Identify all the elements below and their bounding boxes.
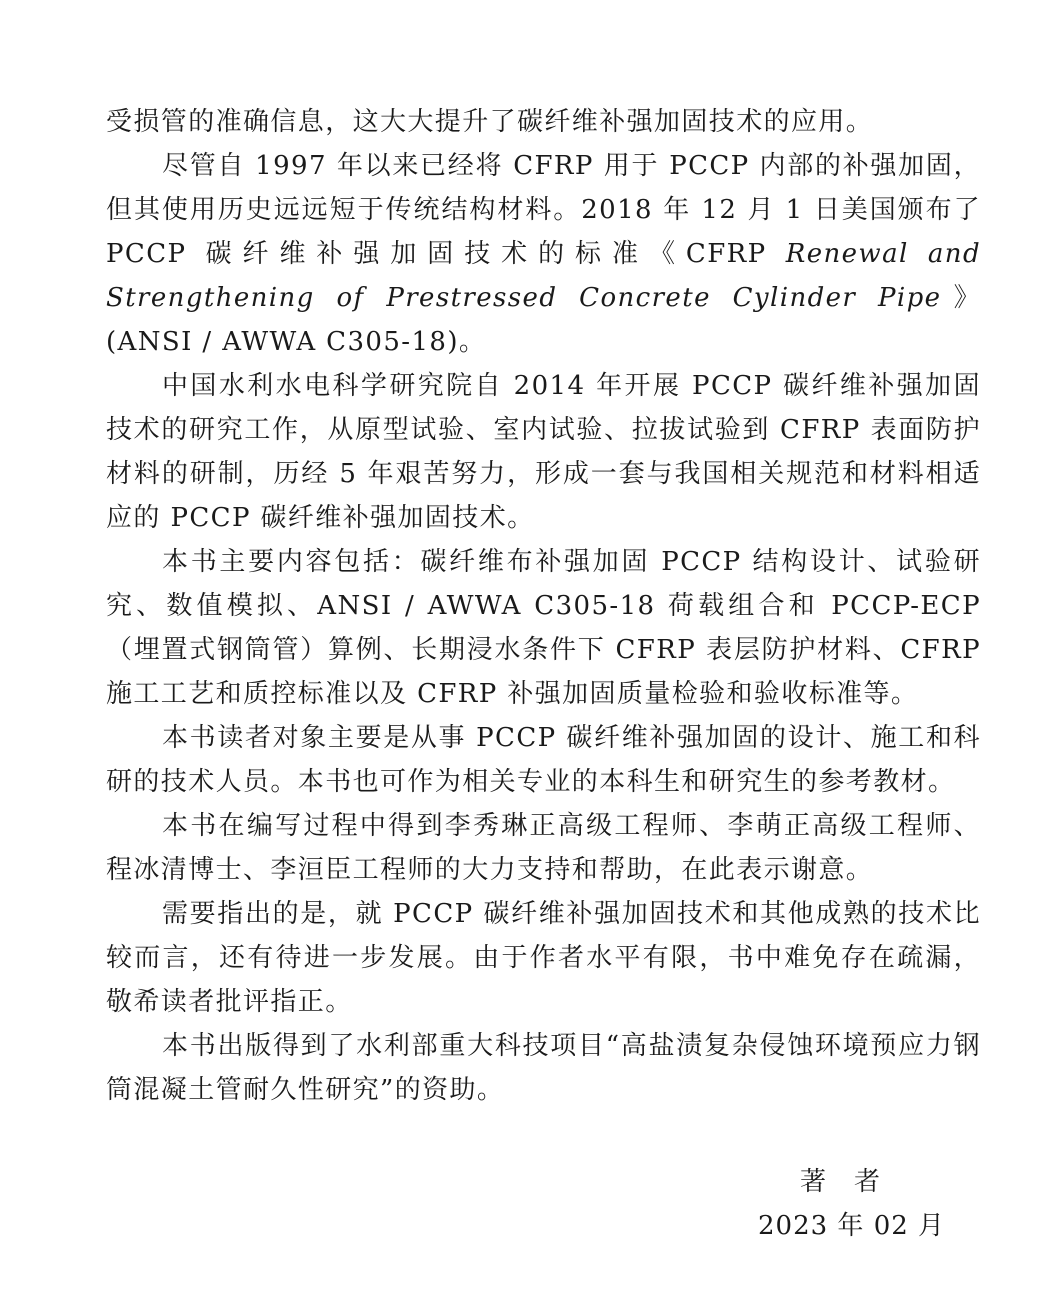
signature-author: 著者	[800, 1167, 909, 1197]
signature-date: 2023 年 02 月	[758, 1211, 946, 1241]
paragraph-continuation: 受损管的准确信息，这大大提升了碳纤维补强加固技术的应用。	[106, 107, 874, 137]
paragraph-cfrp-history-tail: 》(ANSI / AWWA C305-18)。	[106, 283, 982, 357]
paragraph-funding: 本书出版得到了水利部重大科技项目“高盐渍复杂侵蚀环境预应力钢筒混凝土管耐久性研究”的资助。	[106, 1031, 981, 1105]
paragraph-acknowledgement: 本书在编写过程中得到李秀琳正高级工程师、李萌正高级工程师、程冰清博士、李洹臣工程师的大力支持和帮助，在此表示谢意。	[106, 811, 981, 885]
document-body	[106, 100, 981, 1112]
paragraph-limitations: 需要指出的是，就 PCCP 碳纤维补强加固技术和其他成熟的技术比较而言，还有待进一步发展。由于作者水平有限，书中难免存在疏漏，敬希读者批评指正。	[106, 899, 981, 1017]
paragraph-cfrp-history	[106, 144, 981, 364]
paragraph-research-institute: 中国水利水电科学研究院自 2014 年开展 PCCP 碳纤维补强加固技术的研究工作，从原型试验、室内试验、拉拔试验到 CFRP 表面防护材料的研制，历经 5 年艰苦努力，形成一套与我国相关规范和材料相适应的 PCCP 碳纤维补强加固技术。	[106, 371, 981, 533]
paragraph-book-contents: 本书主要内容包括：碳纤维布补强加固 PCCP 结构设计、试验研究、数值模拟、ANSI / AWWA C305-18 荷载组合和 PCCP-ECP（埋置式钢筒管）算例、长期浸水条件下 CFRP 表层防护材料、CFRP 施工工艺和质控标准以及 CFRP 补强加固质量检验和验收标准等。	[106, 547, 981, 709]
standard-title-italic: Renewal and Strengthening of Prestressed Concrete Cylinder Pipe	[106, 239, 981, 313]
signature-block	[0, 1160, 1060, 1260]
paragraph-cfrp-history-text: 尽管自 1997 年以来已经将 CFRP 用于 PCCP 内部的补强加固，但其使用历史远远短于传统结构材料。2018 年 12 月 1 日美国颁布了 PCCP 碳纤维补强加固技术的标准《CFRP	[106, 151, 981, 269]
paragraph-readership: 本书读者对象主要是从事 PCCP 碳纤维补强加固的设计、施工和科研的技术人员。本书也可作为相关专业的本科生和研究生的参考教材。	[106, 723, 981, 797]
